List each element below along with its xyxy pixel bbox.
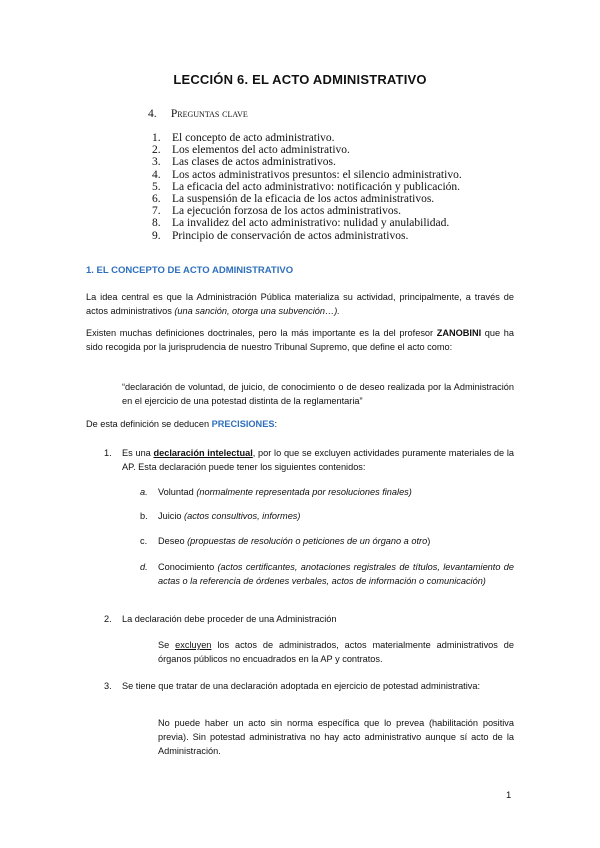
paragraph-definitions: Existen muchas definiciones doctrinales, pero la más importante es la del profesor ZANOBINI que ha sido recogida por la jurisprudencia de nuestro Tribunal Supremo, que define el acto como: [86, 328, 514, 352]
list-item: 5. La eficacia del acto administrativo: notificación y publicación. [152, 180, 461, 193]
list-item: 6. La suspensión de la eficacia de los actos administrativos. [152, 193, 435, 206]
precision-item-2-detail: Se excluyen los actos de administrados, actos materialmente administrativos de órganos públicos no encuadrados en la AP y contratos. [158, 640, 514, 664]
precisiones-keyword: PRECISIONES [211, 419, 275, 429]
list-item: 4. Los actos administrativos presuntos: el silencio administrativo. [152, 168, 462, 181]
paragraph-intro: La idea central es que la Administración Pública materializa su actividad, principalmente, a través de actos administrativos (una sanción, otorga una subvención…). [86, 292, 514, 316]
key-questions-number: 4. [148, 108, 157, 120]
key-questions-block [148, 108, 462, 242]
definition-quote: “declaración de voluntad, de juicio, de conocimiento o de deseo realizada por la Administración en el ejercicio de una potestad distinta de la reglamentaria” [122, 382, 514, 406]
list-item: 7. La ejecución forzosa de los actos administrativos. [152, 205, 401, 218]
paragraph-precisiones: De esta definición se deducen PRECISIONES: [86, 419, 278, 429]
author-name: ZANOBINI [436, 328, 482, 338]
list-item: 9. Principio de conservación de actos administrativos. [152, 229, 409, 242]
key-questions-heading [148, 108, 462, 120]
content-item-a: a. Voluntad (normalmente representada por resoluciones finales) [140, 487, 412, 497]
key-questions-title: Preguntas clave [170, 108, 248, 120]
content-item-b: b. Juicio (actos consultivos, informes) [140, 511, 301, 521]
precision-item-3: 3. Se tiene que tratar de una declaración adoptada en ejercicio de potestad administrativa: [104, 681, 481, 691]
key-questions-list [152, 132, 462, 242]
precision-item-3-detail: No puede haber un acto sin norma específica que lo prevea (habilitación positiva previa). Sin potestad administrativa no hay acto administrativo aunque sí acto de la Administración. [158, 718, 514, 756]
precision-item-1: 1. Es una declaración intelectual, por lo que se excluyen actividades puramente materiales de la AP. Esta declaración puede tener los siguientes contenidos: [104, 448, 514, 472]
content-item-d: d. Conocimiento (actos certificantes, anotaciones registrales de títulos, levantamiento de actas o la referencia de órdenes verbales, actos de información o comunicación) [140, 562, 514, 586]
content-item-c: c. Deseo (propuestas de resolución o peticiones de un órgano a otro) [140, 536, 431, 546]
page-number: 1 [506, 790, 512, 801]
list-item: 3. Las clases de actos administrativos. [152, 156, 336, 169]
page-title: LECCIÓN 6. EL ACTO ADMINISTRATIVO [173, 72, 427, 87]
section-heading: 1. EL CONCEPTO DE ACTO ADMINISTRATIVO [86, 265, 294, 276]
list-item: 1. El concepto de acto administrativo. [152, 132, 335, 144]
list-item: 8. La invalidez del acto administrativo: nulidad y anulabilidad. [152, 217, 450, 230]
precision-item-2: 2. La declaración debe proceder de una Administración [104, 614, 337, 624]
list-item: 2. Los elementos del acto administrativo. [152, 144, 350, 157]
